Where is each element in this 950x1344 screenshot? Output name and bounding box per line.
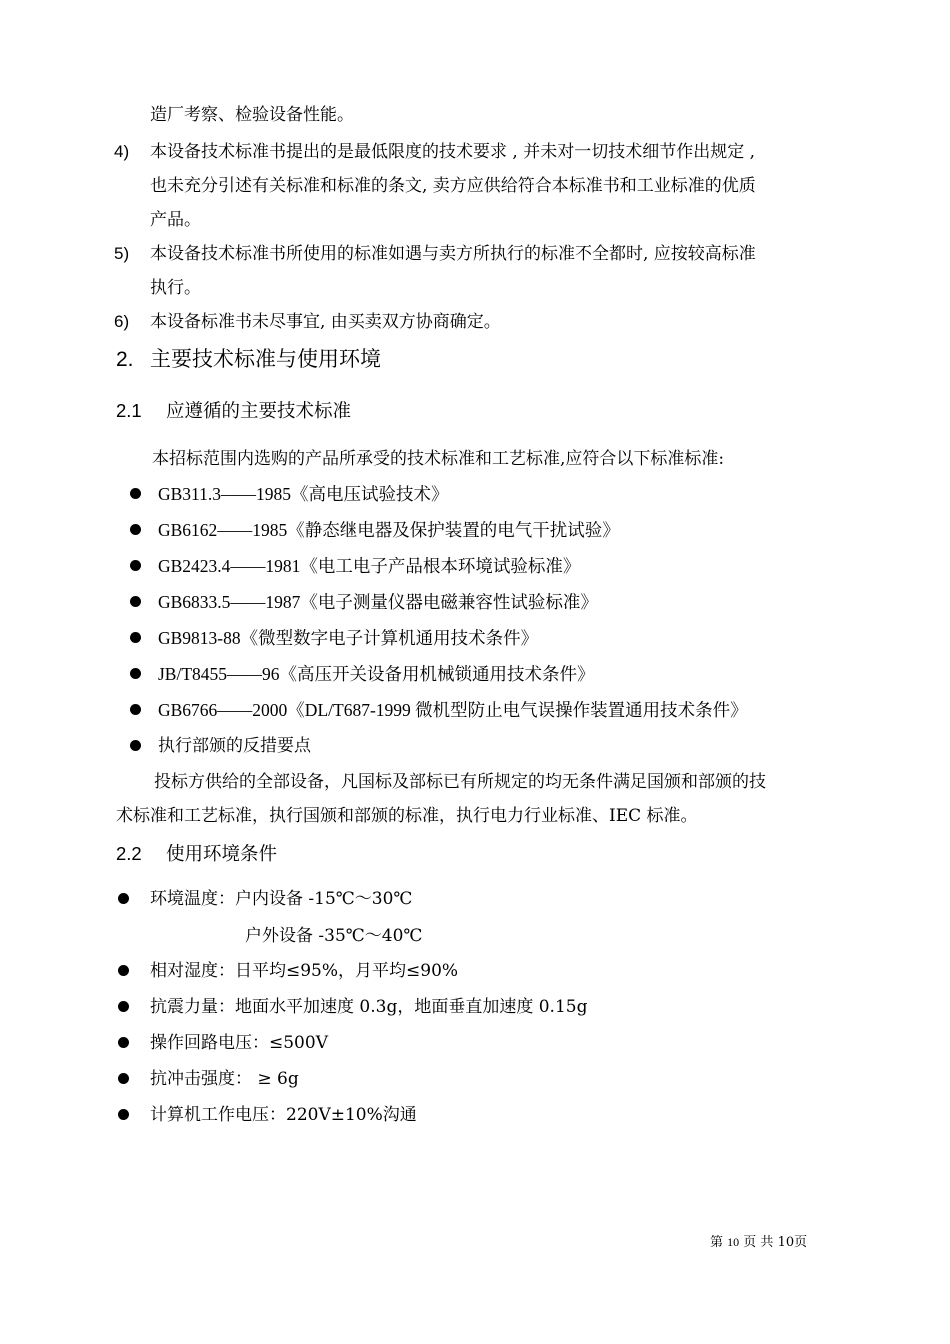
footer-total-pages: 10	[777, 1235, 795, 1250]
section-2-1-number: 2.1	[116, 400, 142, 421]
standard-item: 执行部颁的反措要点	[158, 736, 311, 756]
bullet	[118, 1037, 129, 1048]
condition-item: 抗震力量：地面水平加速度 0.3g，地面垂直加速度 0.15g	[150, 997, 588, 1017]
bullet	[130, 488, 141, 499]
section-2-1-intro: 本招标范围内选购的产品所承受的技术标准和工艺标准,应符合以下标准标准:	[152, 449, 725, 469]
standard-item: GB6766——2000《DL/T687-1999 微机型防止电气误操作装置通用技术条件》	[158, 700, 748, 720]
item-4-line-3: 产品。	[150, 210, 201, 230]
section-2-title: 主要技术标准与使用环境	[150, 347, 381, 371]
condition-item-continued: 户外设备 -35℃～40℃	[245, 926, 423, 946]
bullet	[130, 632, 141, 643]
page-footer	[710, 1233, 807, 1252]
section-2-2-title: 使用环境条件	[166, 844, 278, 865]
item-number-6: 6)	[114, 312, 130, 331]
bullet	[130, 740, 141, 751]
item-6-line-1: 本设备标准书未尽事宜, 由买卖双方协商确定。	[150, 312, 501, 332]
footer-suffix: 页	[794, 1235, 808, 1250]
section-2-2-heading	[116, 841, 277, 868]
bullet	[130, 704, 141, 715]
section-2-2-number: 2.2	[116, 843, 142, 864]
section-2-number: 2.	[116, 348, 134, 371]
bullet	[130, 596, 141, 607]
footer-prefix: 第	[710, 1235, 724, 1250]
standard-item: GB6833.5——1987《电子测量仪器电磁兼容性试验标准》	[158, 592, 598, 612]
condition-item: 相对湿度：日平均≤95%，月平均≤90%	[150, 961, 459, 981]
section-2-1-paragraph-line-2: 术标准和工艺标准，执行国颁和部颁的标准，执行电力行业标准、IEC 标准。	[116, 806, 698, 826]
condition-item: 操作回路电压：≤500V	[150, 1033, 328, 1053]
bullet	[118, 965, 129, 976]
bullet	[118, 1073, 129, 1084]
bullet	[130, 524, 141, 535]
condition-item: 计算机工作电压：220V±10%沟通	[150, 1105, 417, 1125]
bullet	[130, 668, 141, 679]
standard-item: GB6162——1985《静态继电器及保护装置的电气干扰试验》	[158, 520, 620, 540]
section-2-1-title: 应遵循的主要技术标准	[166, 401, 352, 422]
section-2-heading	[116, 345, 381, 374]
standard-item: JB/T8455——96《高压开关设备用机械锁通用技术条件》	[158, 664, 595, 684]
standard-item: GB9813-88《微型数字电子计算机通用技术条件》	[158, 628, 539, 648]
item-4-line-2: 也未充分引述有关标准和标准的条文, 卖方应供给符合本标准书和工业标准的优质	[150, 176, 756, 196]
condition-item: 抗冲击强度： ≥ 6g	[150, 1069, 299, 1089]
bullet	[118, 893, 129, 904]
condition-item: 环境温度：户内设备 -15℃～30℃	[150, 889, 413, 909]
continuation-text: 造厂考察、检验设备性能。	[150, 105, 354, 125]
item-number-5: 5)	[114, 244, 130, 263]
bullet	[118, 1109, 129, 1120]
bullet	[118, 1001, 129, 1012]
item-5-line-2: 执行。	[150, 278, 201, 298]
item-5-line-1: 本设备技术标准书所使用的标准如遇与卖方所执行的标准不全都时, 应按较高标准	[150, 244, 756, 264]
standard-item: GB2423.4——1981《电工电子产品根本环境试验标准》	[158, 556, 581, 576]
item-4-line-1: 本设备技术标准书提出的是最低限度的技术要求 , 并未对一切技术细节作出规定 ,	[150, 142, 756, 162]
item-number-4: 4)	[114, 142, 130, 161]
footer-page-number: 10	[727, 1235, 740, 1249]
section-2-1-paragraph-line-1: 投标方供给的全部设备，凡国标及部标已有所规定的均无条件满足国颁和部颁的技	[154, 772, 766, 792]
standard-item: GB311.3——1985《高电压试验技术》	[158, 484, 449, 504]
footer-middle: 页 共	[743, 1235, 774, 1250]
bullet	[130, 560, 141, 571]
section-2-1-heading	[116, 398, 351, 425]
